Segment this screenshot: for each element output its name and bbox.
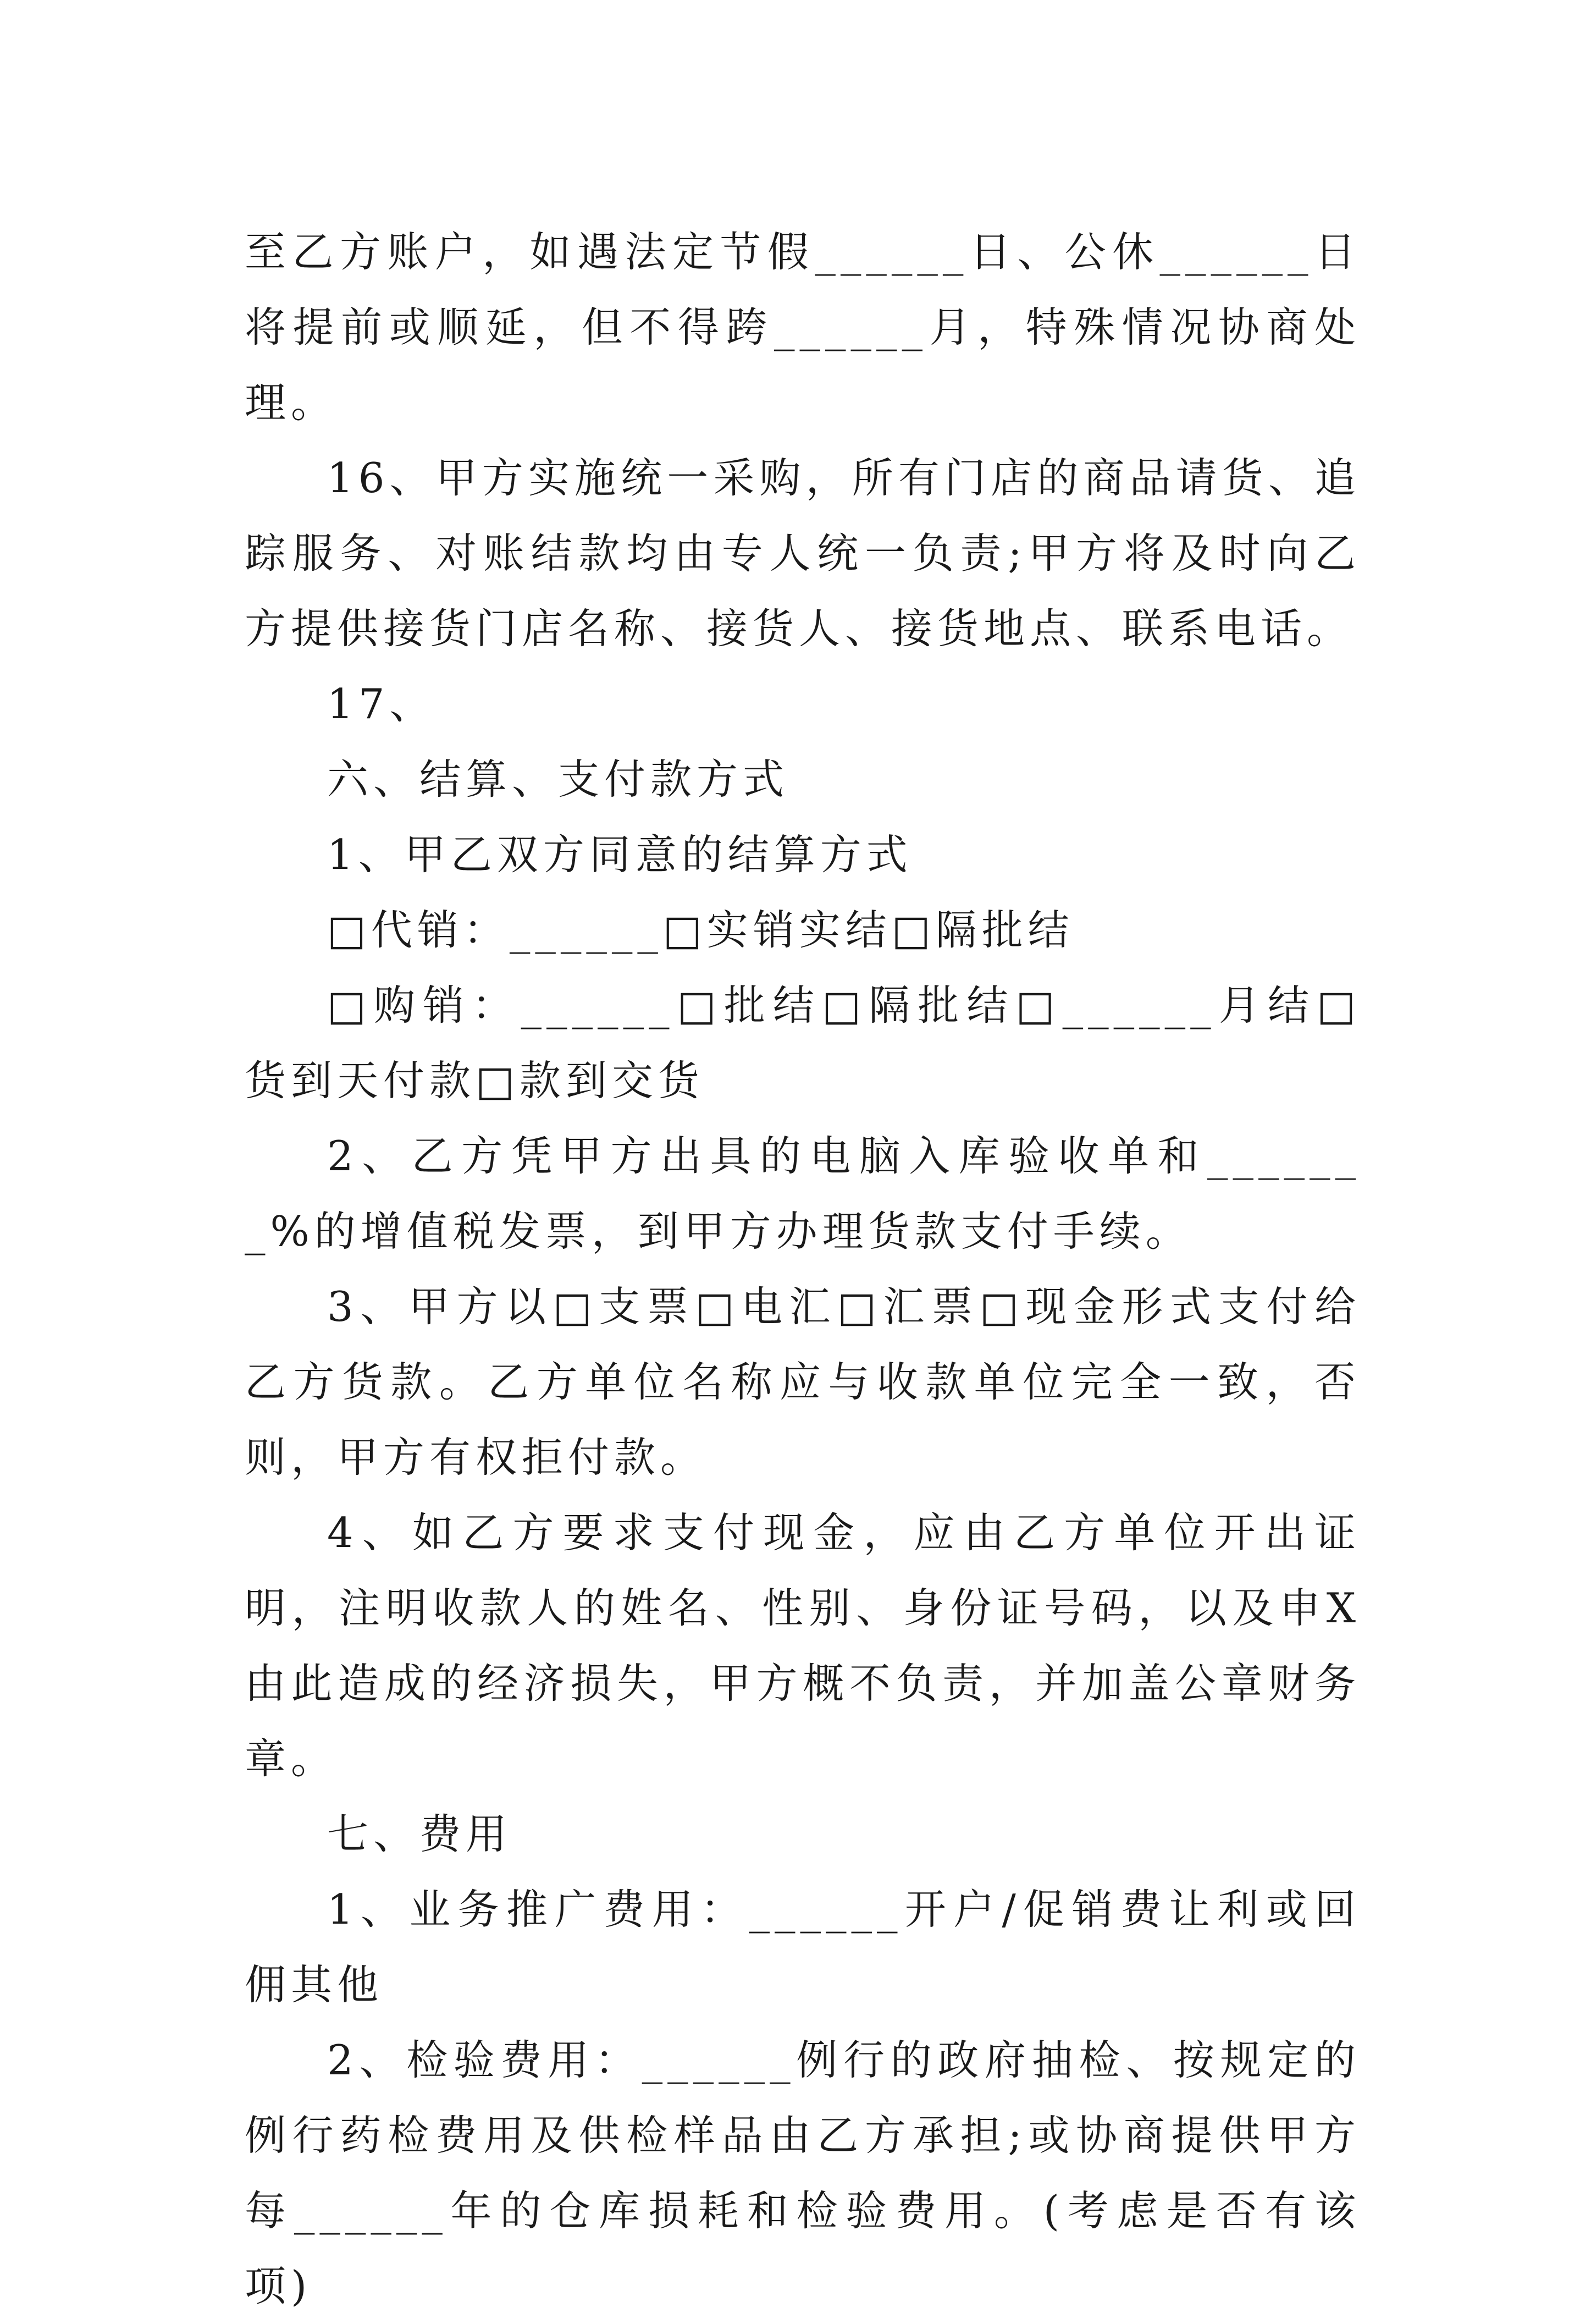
section-heading-fees: 七、费用 — [327, 1810, 512, 1858]
paragraph-settlement-3: 3、甲方以□支票□电汇□汇票□现金形式支付给乙方货款。乙方单位名称应与收款单位完全一致，否则，甲方有权拒付款。 — [245, 1282, 1361, 1482]
paragraph-payment-holiday: 至乙方账户，如遇法定节假______日、公休______日将提前或顺延，但不得跨______月，特殊情况协商处理。 — [245, 228, 1361, 427]
paragraph-purchase-options: □购销：______□批结□隔批结□______月结□货到天付款□款到交货 — [245, 981, 1361, 1105]
paragraph-fees-2: 2、检验费用：______例行的政府抽检、按规定的例行药检费用及供检样品由乙方承担;或协商提供甲方每______年的仓库损耗和检验费用。(考虑是否有该项) — [245, 2036, 1361, 2310]
paragraph-clause-16: 16、甲方实施统一采购，所有门店的商品请货、追踪服务、对账结款均由专人统一负责;甲方将及时向乙方提供接货门店名称、接货人、接货地点、联系电话。 — [245, 454, 1361, 653]
paragraph-settlement-2: 2、乙方凭甲方出具的电脑入库验收单和_______%的增值税发票，到甲方办理货款支付手续。 — [245, 1132, 1361, 1255]
paragraph-consignment-options: □代销：______□实销实结□隔批结 — [327, 906, 1074, 954]
paragraph-clause-17: 17、 — [327, 680, 436, 728]
paragraph-fees-1: 1、业务推广费用：______开户/促销费让利或回佣其他 — [245, 1885, 1361, 2009]
paragraph-settlement-1: 1、甲乙双方同意的结算方式 — [327, 830, 913, 879]
document-body — [245, 214, 1361, 2324]
section-heading-settlement: 六、结算、支付款方式 — [327, 755, 789, 803]
paragraph-settlement-4: 4、如乙方要求支付现金，应由乙方单位开出证明，注明收款人的姓名、性别、身份证号码，以及申X由此造成的经济损失，甲方概不负责，并加盖公章财务章。 — [245, 1508, 1361, 1783]
